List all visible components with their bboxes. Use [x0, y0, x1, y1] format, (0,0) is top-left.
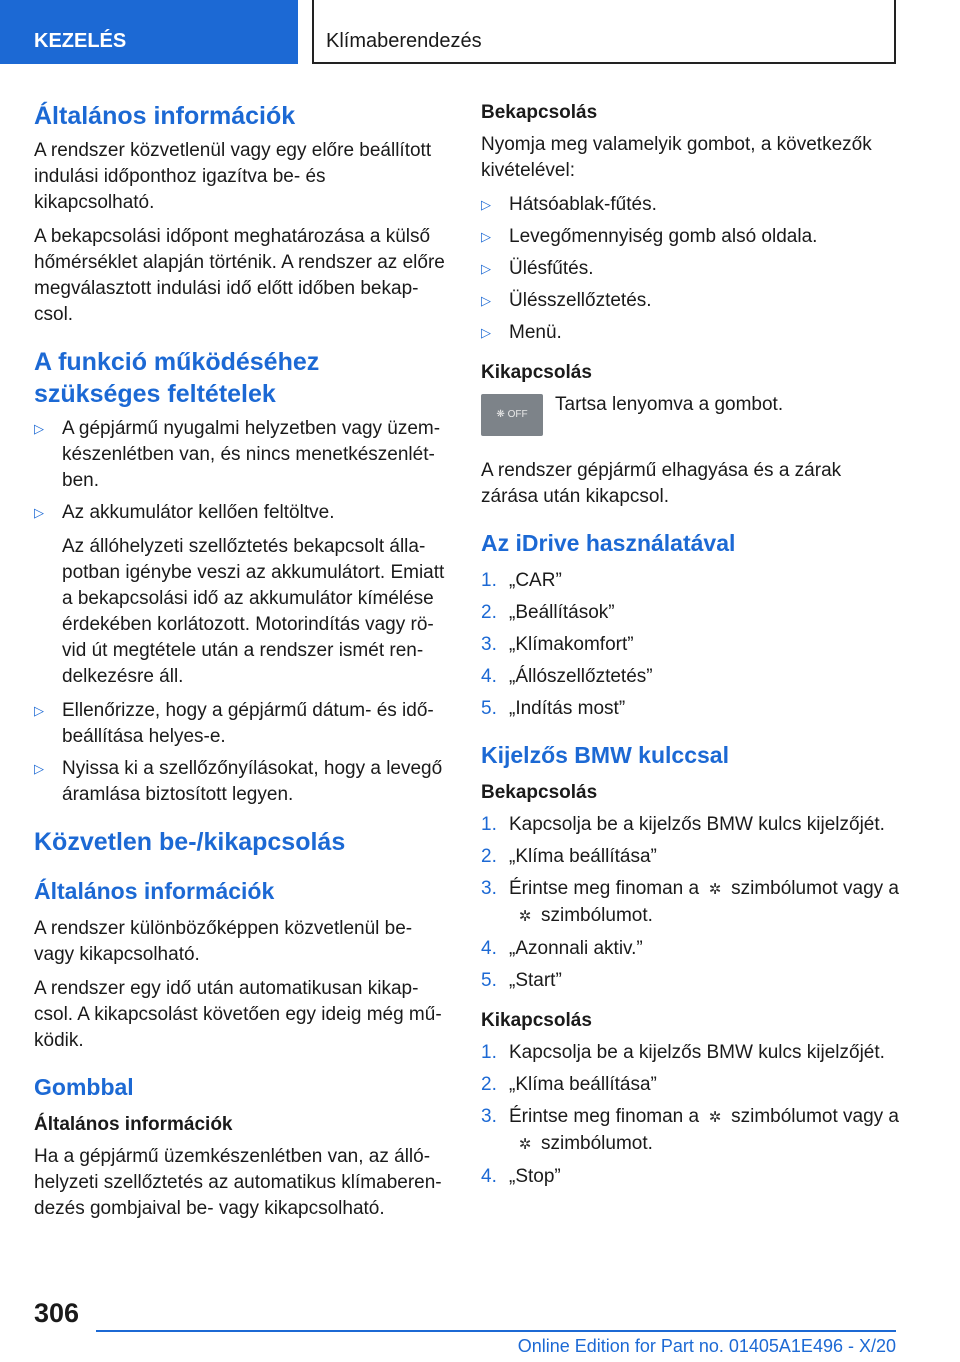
paragraph: A rendszer különbözőképpen közvetlenül be- vagy kikapcsolható.	[34, 918, 413, 965]
triangle-right-icon: ▷	[34, 761, 44, 776]
requirements-list	[34, 416, 448, 526]
heading-general-info-3: Általános információk	[34, 1114, 233, 1135]
triangle-right-icon: ▷	[481, 293, 491, 308]
list-item: ▷ Levegőmennyiség gomb alsó oldala.	[481, 224, 901, 250]
paragraph: A rendszer gépjármű elhagyása és a zárak zárása után kikapcsol.	[481, 460, 842, 507]
heading-direct-switch: Közvetlen be-/kikapcsolás	[34, 828, 346, 856]
battery-note: Az állóhelyzeti szellőztetés bekapcsolt álla-potban igénybe veszi az akkumulátort. Emiatt a bekapcsolási idő az akkumulátor kímélése érdekében korlátozott. Motorindítás vagy rö-vid út megtétele után a rendszer ismét ren-delkezésre áll.	[62, 536, 445, 687]
idrive-steps	[481, 568, 901, 722]
paragraph: Nyomja meg valamelyik gombot, a következők kivételével:	[481, 134, 872, 181]
triangle-right-icon: ▷	[481, 197, 491, 212]
list-item: 2. „Beállítások”	[481, 602, 615, 623]
list-item: ▷ Nyissa ki a szellőzőnyílásokat, hogy a levegő áramlása biztosított legyen.	[34, 758, 443, 805]
heading-requirements: A funkció működéséhez szükséges feltételek	[34, 348, 320, 408]
list-item: 3. Érintse meg finoman a ✲ szimbólumot vagy a✲ szimbólumot.	[481, 876, 901, 930]
list-item: 3. „Klímakomfort”	[481, 634, 634, 655]
section-title: KEZELÉS	[34, 30, 127, 52]
fan-icon: ✲	[518, 908, 532, 925]
list-item: 4. „Állószellőztetés”	[481, 666, 653, 687]
triangle-right-icon: ▷	[481, 325, 491, 340]
list-item: ▷ Menü.	[481, 320, 901, 346]
paragraph: A bekapcsolási időpont meghatározása a külső hőmérséklet alapján történik. A rendszer az előre megválasztott indulási idő előtt időben bekap-csol.	[34, 226, 445, 325]
heading-key-switch-on: Bekapcsolás	[481, 782, 598, 803]
list-item: ▷ Az akkumulátor kellően feltöltve.	[34, 500, 448, 526]
left-column	[34, 100, 448, 1230]
edition-footer: Online Edition for Part no. 01405A1E496 - X/20	[517, 1336, 896, 1356]
heading-general-info-2: Általános információk	[34, 878, 275, 904]
heading-display-key: Kijelzős BMW kulccsal	[481, 742, 729, 768]
list-item: ▷ A gépjármű nyugalmi helyzetben vagy üzem-készenlétben van, és nincs menetkészenlét-ben.	[34, 418, 441, 491]
off-button-row	[481, 392, 901, 448]
list-item: 2. „Klíma beállítása”	[481, 846, 657, 867]
heading-general-info: Általános információk	[34, 102, 296, 130]
chapter-tab	[312, 0, 896, 64]
section-tab	[0, 0, 298, 64]
paragraph: Tartsa lenyomva a gombot.	[555, 394, 784, 415]
exceptions-list	[481, 192, 901, 346]
triangle-right-icon: ▷	[481, 229, 491, 244]
fan-icon: ✲	[708, 1109, 722, 1126]
list-item: 1. Kapcsolja be a kijelzős BMW kulcs kijelzőjét.	[481, 814, 885, 835]
key-off-steps	[481, 1040, 901, 1190]
paragraph: A rendszer egy idő után automatikusan kikap-csol. A kikapcsolást követően egy ideig még mű-ködik.	[34, 978, 442, 1051]
off-label: OFF	[507, 409, 528, 420]
list-item: ▷ Ülésfűtés.	[481, 256, 901, 282]
list-item: ▷ Ülésszellőztetés.	[481, 288, 901, 314]
triangle-right-icon: ▷	[34, 421, 44, 436]
list-item: 1. „CAR”	[481, 570, 562, 591]
list-item: 1. Kapcsolja be a kijelzős BMW kulcs kijelzőjét.	[481, 1042, 885, 1063]
list-item: 4. „Azonnali aktiv.”	[481, 938, 643, 959]
list-item: 5. „Start”	[481, 970, 562, 991]
fan-icon: ✲	[708, 881, 722, 898]
list-item: 3. Érintse meg finoman a ✲ szimbólumot vagy a✲ szimbólumot.	[481, 1104, 901, 1158]
fan-icon: ✲	[518, 1136, 532, 1153]
heading-idrive: Az iDrive használatával	[481, 530, 736, 556]
list-item: ▷ Ellenőrizze, hogy a gépjármű dátum- és idő-beállítása helyes-e.	[34, 700, 434, 747]
heading-key-switch-off: Kikapcsolás	[481, 1010, 592, 1031]
list-item: ▷ Hátsóablak-fűtés.	[481, 192, 901, 218]
paragraph: Ha a gépjármű üzemkészenlétben van, az álló-helyzeti szellőztetés az automatikus klímaberen-dezés gombjaival be- vagy kikapcsolható.	[34, 1146, 442, 1219]
paragraph: A rendszer közvetlenül vagy egy előre beállított indulási időponthoz igazítva be- és kikapcsolható.	[34, 140, 432, 213]
requirements-list-continued	[34, 698, 448, 808]
fan-off-icon: ❋ OFF	[481, 394, 543, 436]
triangle-right-icon: ▷	[34, 703, 44, 718]
chapter-title: Klímaberendezés	[326, 30, 482, 52]
right-column	[481, 100, 901, 1198]
triangle-right-icon: ▷	[481, 261, 491, 276]
heading-with-button: Gombbal	[34, 1074, 134, 1100]
key-on-steps	[481, 812, 901, 994]
list-item: 5. „Indítás most”	[481, 698, 626, 719]
list-item: 2. „Klíma beállítása”	[481, 1074, 657, 1095]
footer-divider	[96, 1330, 896, 1332]
list-item: 4. „Stop”	[481, 1166, 561, 1187]
heading-switch-on: Bekapcsolás	[481, 102, 598, 123]
triangle-right-icon: ▷	[34, 505, 44, 520]
page-number: 306	[34, 1298, 80, 1328]
heading-switch-off: Kikapcsolás	[481, 362, 592, 383]
